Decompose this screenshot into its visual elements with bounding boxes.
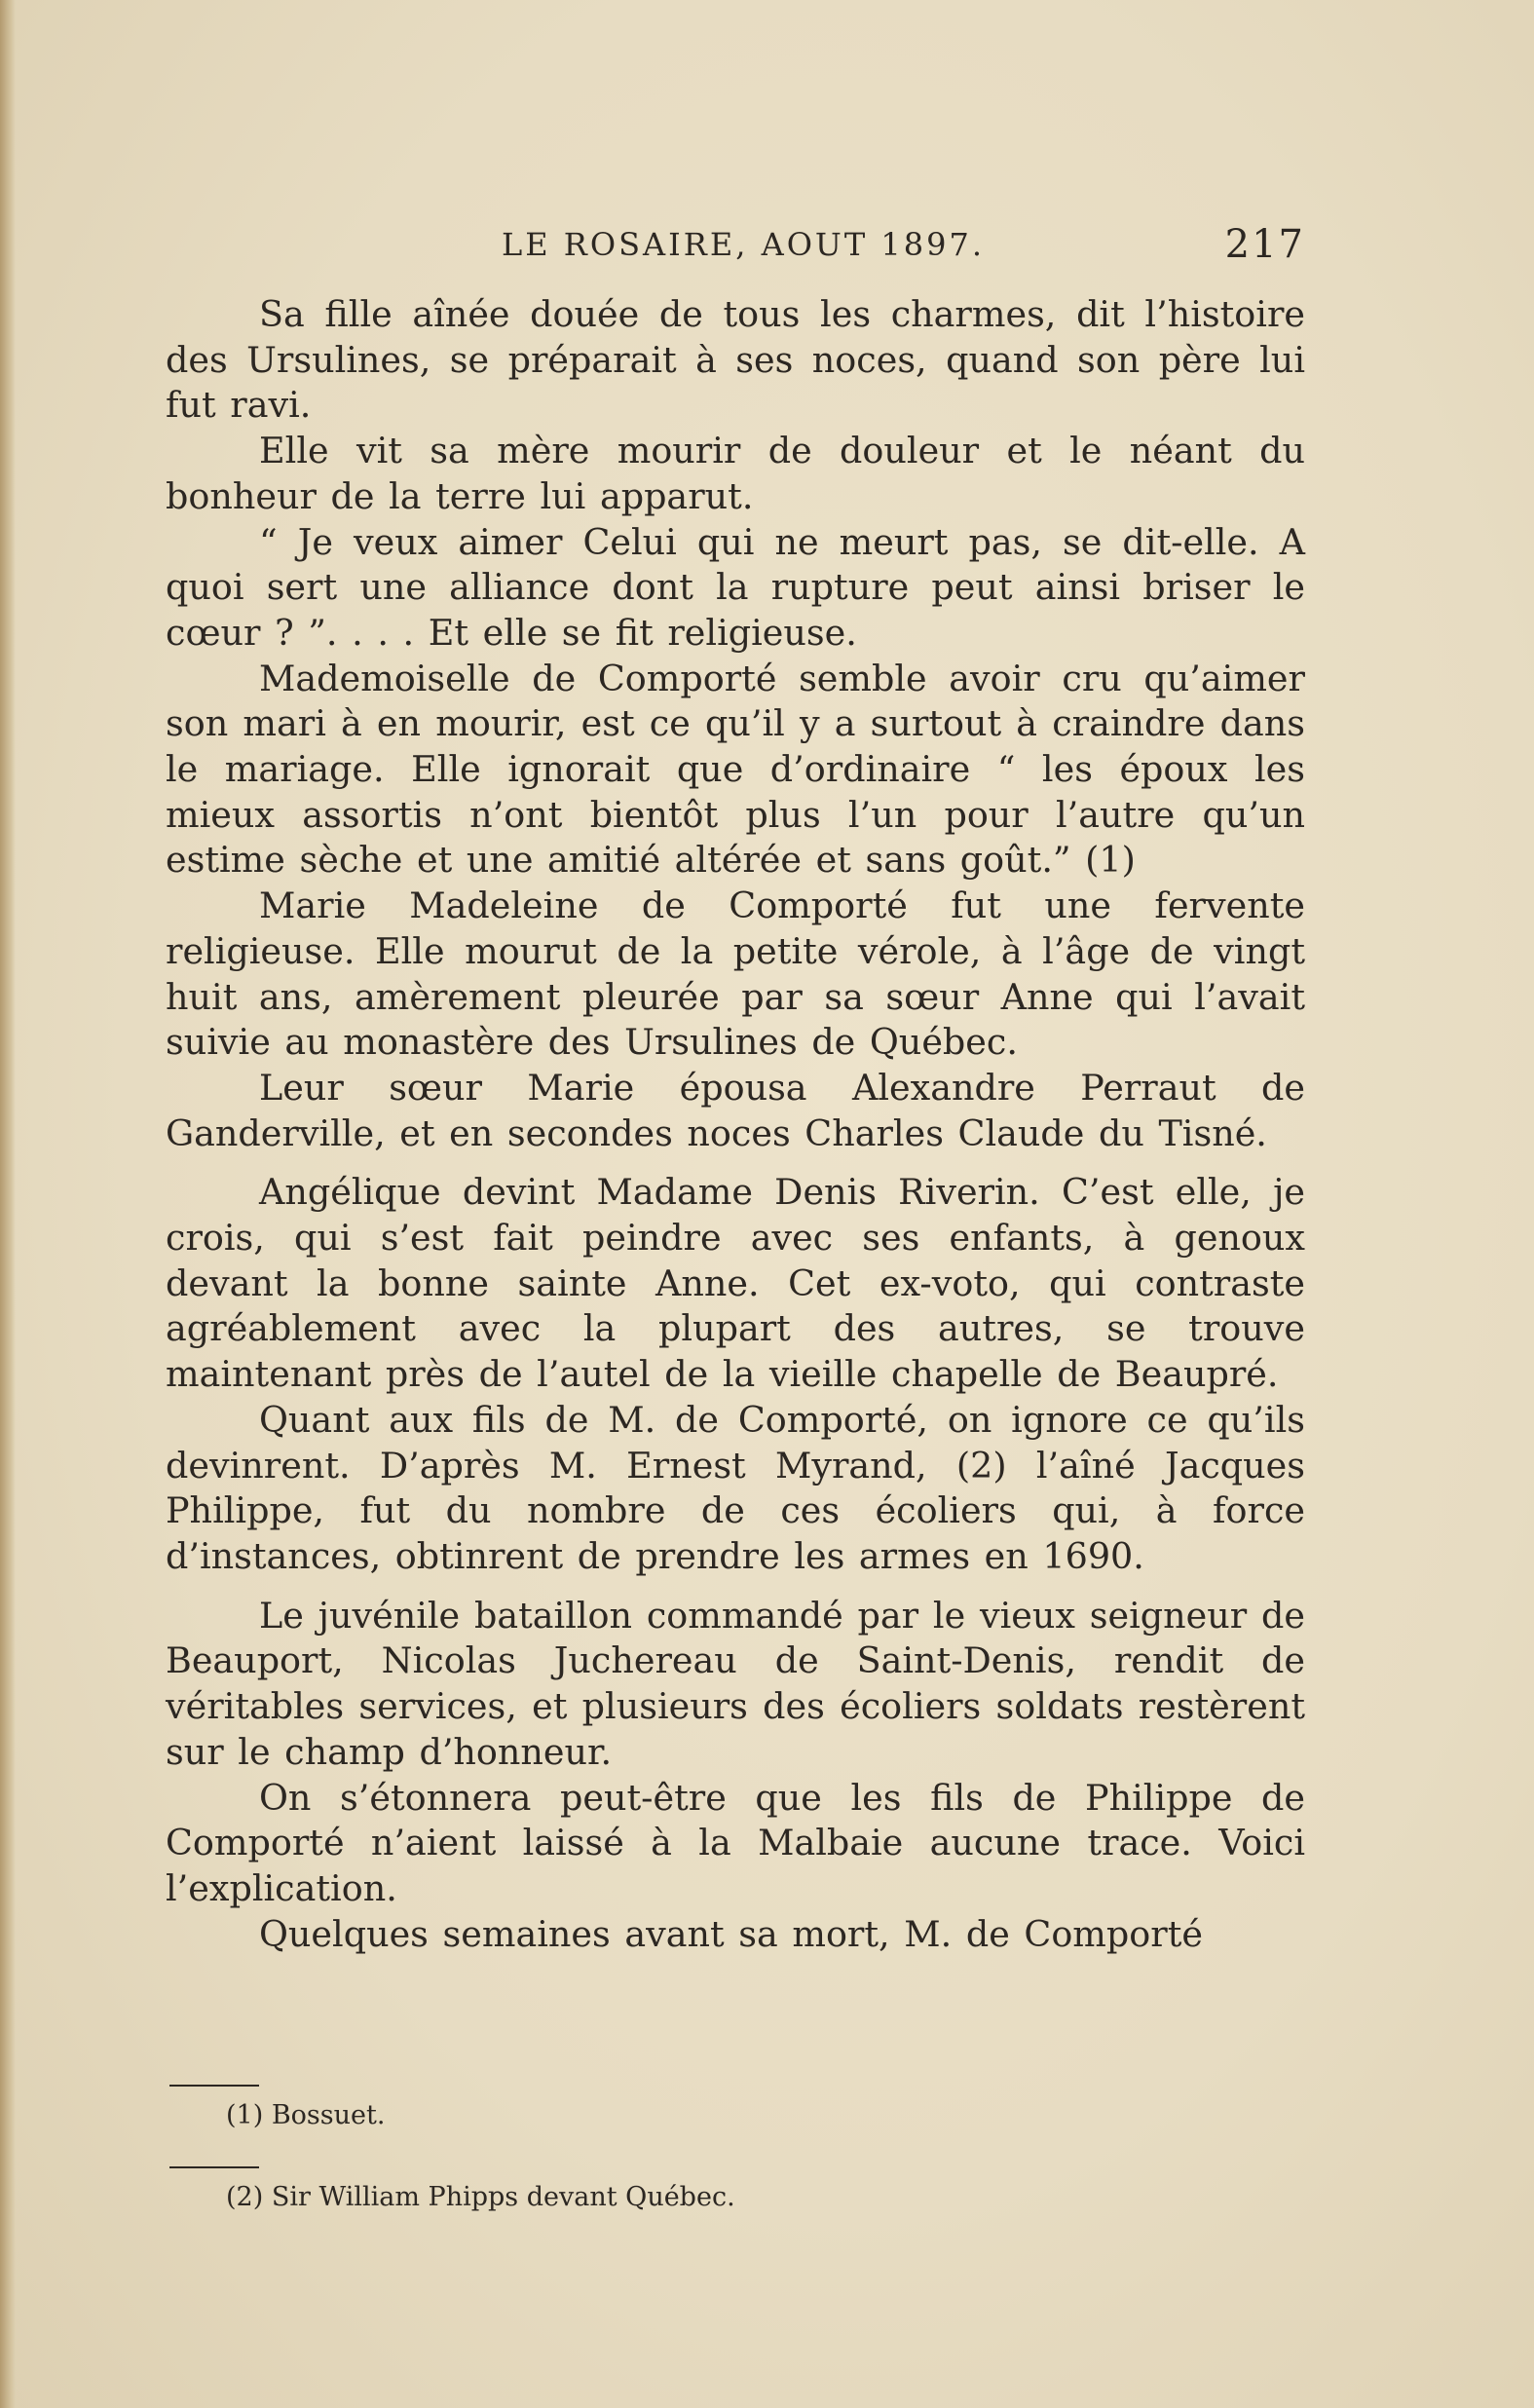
footnote-text: (1) Bossuet.: [226, 2100, 386, 2130]
page-header: [166, 220, 1305, 269]
paragraph: Le juvénile bataillon commandé par le vieux seigneur de Beauport, Nicolas Juchereau de Saint-Denis, rendit de véritables services, et plusieurs des écoliers soldats restèrent sur le champ d’honneur.: [166, 1594, 1305, 1773]
paragraph: Quelques semaines avant sa mort, M. de Comporté: [259, 1912, 1203, 1955]
footnote-text: (2) Sir William Phipps devant Québec.: [226, 2182, 735, 2212]
body-text: [166, 292, 1305, 1957]
paragraph: Mademoiselle de Comporté semble avoir cru qu’aimer son mari à en mourir, est ce qu’il y a surtout à craindre dans le mariage. Elle ignorait que d’ordinaire “ les époux les mieux assortis n’ont bientôt plus l’un pour l’autre qu’un estime sèche et une amitié altérée et sans goût.” (1): [166, 657, 1305, 882]
paragraph: Elle vit sa mère mourir de douleur et le néant du bonheur de la terre lui apparut.: [166, 430, 1305, 517]
footnotes: [166, 2085, 1305, 2215]
footnote: [166, 2166, 1305, 2215]
running-title: LE ROSAIRE, AOUT 1897.: [502, 226, 986, 263]
paragraph: Marie Madeleine de Comporté fut une fervente religieuse. Elle mourut de la petite vérole, à l’âge de vingt huit ans, amèrement pleurée par sa sœur Anne qui l’avait suivie au monastère des Ursulines de Québec.: [166, 884, 1305, 1064]
paragraph: Angélique devint Madame Denis Riverin. C’est elle, je crois, qui s’est fait peindre avec ses enfants, à genoux devant la bonne sainte Anne. Cet ex-voto, qui contraste agréablement avec la plupart des autres, se trouve maintenant près de l’autel de la vieille chapelle de Beaupré.: [166, 1171, 1305, 1396]
paragraph: Leur sœur Marie épousa Alexandre Perraut de Ganderville, et en secondes noces Charles Claude du Tisné.: [166, 1066, 1305, 1154]
footnote-rule: [169, 2166, 259, 2168]
binding-shadow: [0, 0, 16, 2408]
paragraph: “ Je veux aimer Celui qui ne meurt pas, se dit-elle. A quoi sert une alliance dont la rupture peut ainsi briser le cœur ? ”. . . . Et elle se fit religieuse.: [166, 520, 1305, 654]
page-number: 217: [1224, 222, 1305, 267]
footnote: [166, 2085, 1305, 2133]
paragraph: On s’étonnera peut-être que les fils de Philippe de Comporté n’aient laissé à la Malbaie aucune trace. Voici l’explication.: [166, 1776, 1305, 1909]
paragraph: Quant aux fils de M. de Comporté, on ignore ce qu’ils devinrent. D’après M. Ernest Myrand, (2) l’aîné Jacques Philippe, fut du nombre de ces écoliers qui, à force d’instances, obtinrent de prendre les armes en 1690.: [166, 1398, 1305, 1577]
paragraph: Sa fille aînée douée de tous les charmes, dit l’histoire des Ursulines, se préparait à ses noces, quand son père lui fut ravi.: [166, 293, 1305, 427]
footnote-rule: [169, 2085, 259, 2087]
